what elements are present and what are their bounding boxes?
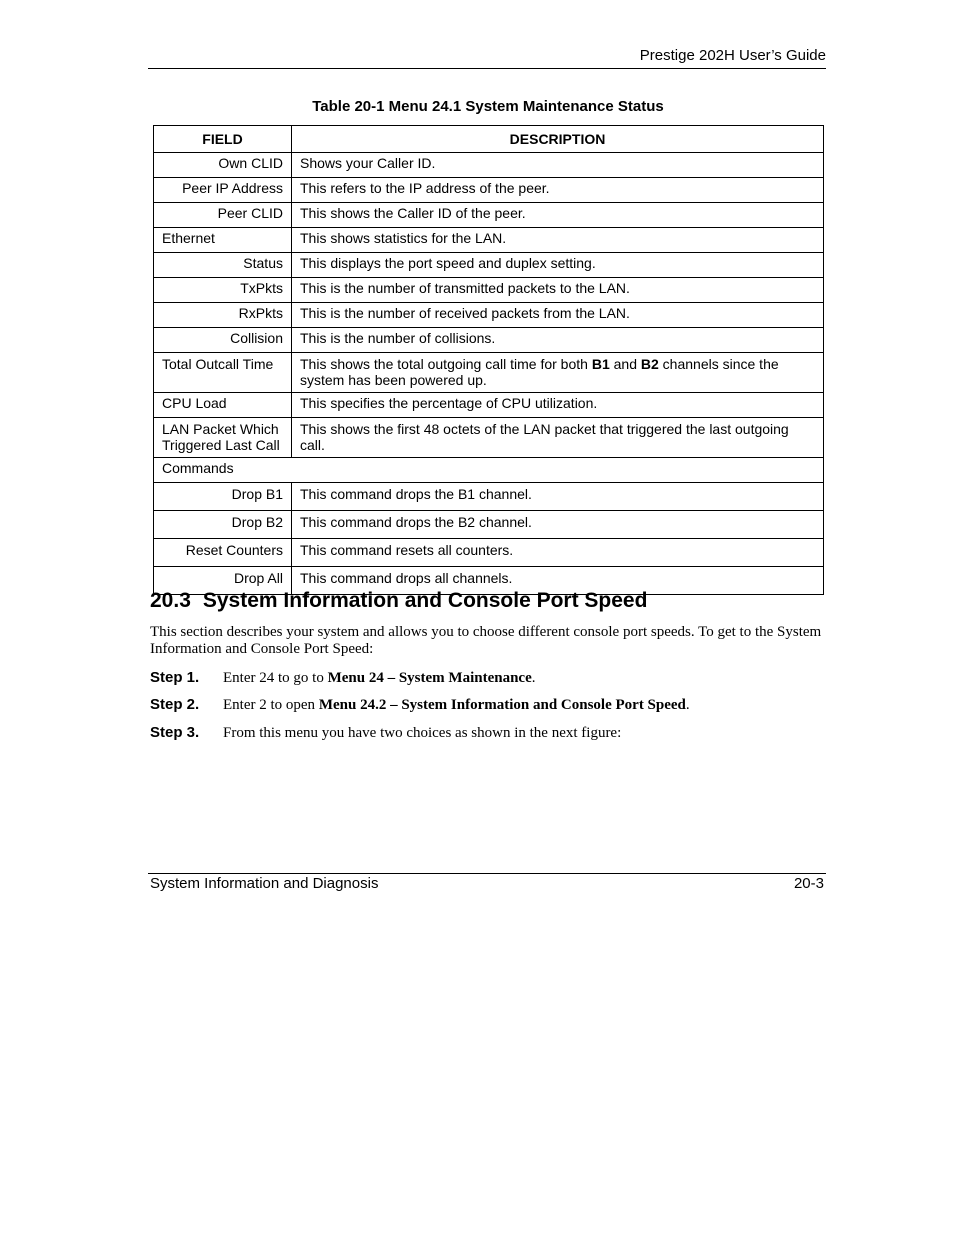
step-menu-name: Menu 24 – System Maintenance bbox=[327, 670, 532, 686]
table-row bbox=[154, 228, 824, 253]
table-row bbox=[154, 458, 824, 483]
column-header-description: DESCRIPTION bbox=[292, 126, 824, 153]
field-cell: TxPkts bbox=[154, 278, 292, 303]
field-cell: Collision bbox=[154, 328, 292, 353]
table-row bbox=[154, 539, 824, 567]
table-row bbox=[154, 303, 824, 328]
description-cell: This command resets all counters. bbox=[292, 539, 824, 567]
field-cell: Drop All bbox=[154, 567, 292, 595]
table-header-row bbox=[154, 126, 824, 153]
description-cell: This displays the port speed and duplex setting. bbox=[292, 253, 824, 278]
field-cell: RxPkts bbox=[154, 303, 292, 328]
field-cell: Ethernet bbox=[154, 228, 292, 253]
step-2 bbox=[150, 696, 690, 714]
description-cell: This shows statistics for the LAN. bbox=[292, 228, 824, 253]
description-cell: This specifies the percentage of CPU utilization. bbox=[292, 393, 824, 418]
step-3 bbox=[150, 724, 621, 742]
field-cell: LAN Packet Which Triggered Last Call bbox=[154, 418, 292, 458]
section-number: 20.3 bbox=[150, 589, 191, 612]
step-text-plain: Enter 2 to open bbox=[223, 697, 319, 713]
description-cell: This command drops the B1 channel. bbox=[292, 483, 824, 511]
description-cell: This shows the first 48 octets of the LAN packet that triggered the last outgoing call. bbox=[292, 418, 824, 458]
description-text: This shows the total outgoing call time for both bbox=[300, 356, 592, 372]
footer-rule bbox=[148, 873, 826, 874]
field-cell: Reset Counters bbox=[154, 539, 292, 567]
step-text bbox=[223, 697, 690, 713]
field-cell: Peer CLID bbox=[154, 203, 292, 228]
footer-chapter: System Information and Diagnosis bbox=[150, 875, 379, 892]
table-row bbox=[154, 418, 824, 458]
step-label: Step 1. bbox=[150, 669, 200, 686]
table-row bbox=[154, 328, 824, 353]
table-row bbox=[154, 353, 824, 393]
field-cell: Drop B2 bbox=[154, 511, 292, 539]
description-cell: This is the number of received packets from the LAN. bbox=[292, 303, 824, 328]
field-cell: Total Outcall Time bbox=[154, 353, 292, 393]
footer-page-number: 20-3 bbox=[793, 875, 824, 892]
step-menu-name: Menu 24.2 – System Information and Console Port Speed bbox=[318, 697, 686, 713]
description-cell: This is the number of collisions. bbox=[292, 328, 824, 353]
description-text: and bbox=[609, 356, 641, 372]
maintenance-status-table bbox=[153, 125, 824, 595]
table-row bbox=[154, 178, 824, 203]
commands-group-cell: Commands bbox=[154, 458, 824, 483]
description-cell: This shows the Caller ID of the peer. bbox=[292, 203, 824, 228]
b2-emphasis: B2 bbox=[640, 356, 659, 372]
section-heading bbox=[150, 589, 647, 613]
table-row bbox=[154, 203, 824, 228]
description-cell: This command drops all channels. bbox=[292, 567, 824, 595]
step-text bbox=[223, 670, 535, 686]
table-row bbox=[154, 393, 824, 418]
description-cell: This command drops the B2 channel. bbox=[292, 511, 824, 539]
step-text: From this menu you have two choices as shown in the next figure: bbox=[223, 725, 622, 741]
table-row bbox=[154, 253, 824, 278]
step-text-plain: . bbox=[685, 697, 690, 713]
table-row bbox=[154, 511, 824, 539]
field-cell: Drop B1 bbox=[154, 483, 292, 511]
intro-paragraph: This section describes your system and allows you to choose different console port speeds. To get to the System Information and Console Port Speed: bbox=[150, 624, 822, 657]
step-text-plain: Enter 24 to go to bbox=[223, 670, 328, 686]
section-title-text: System Information and Console Port Speed bbox=[202, 589, 648, 612]
description-text: channels since the system has been powered up. bbox=[300, 356, 779, 388]
table-row bbox=[154, 483, 824, 511]
step-label: Step 3. bbox=[150, 724, 200, 741]
description-cell: This refers to the IP address of the peer. bbox=[292, 178, 824, 203]
description-cell: This is the number of transmitted packets to the LAN. bbox=[292, 278, 824, 303]
table-row bbox=[154, 153, 824, 178]
field-cell: Status bbox=[154, 253, 292, 278]
field-cell: CPU Load bbox=[154, 393, 292, 418]
step-text-plain: . bbox=[531, 670, 536, 686]
step-label: Step 2. bbox=[150, 696, 200, 713]
column-header-field: FIELD bbox=[154, 126, 292, 153]
running-header: Prestige 202H User’s Guide bbox=[639, 47, 826, 64]
b1-emphasis: B1 bbox=[591, 356, 610, 372]
header-rule bbox=[148, 68, 826, 69]
table-caption: Table 20-1 Menu 24.1 System Maintenance Status bbox=[312, 98, 664, 115]
field-cell: Peer IP Address bbox=[154, 178, 292, 203]
table-row bbox=[154, 278, 824, 303]
description-cell bbox=[292, 353, 824, 393]
step-1 bbox=[150, 669, 535, 687]
description-cell: Shows your Caller ID. bbox=[292, 153, 824, 178]
field-cell: Own CLID bbox=[154, 153, 292, 178]
